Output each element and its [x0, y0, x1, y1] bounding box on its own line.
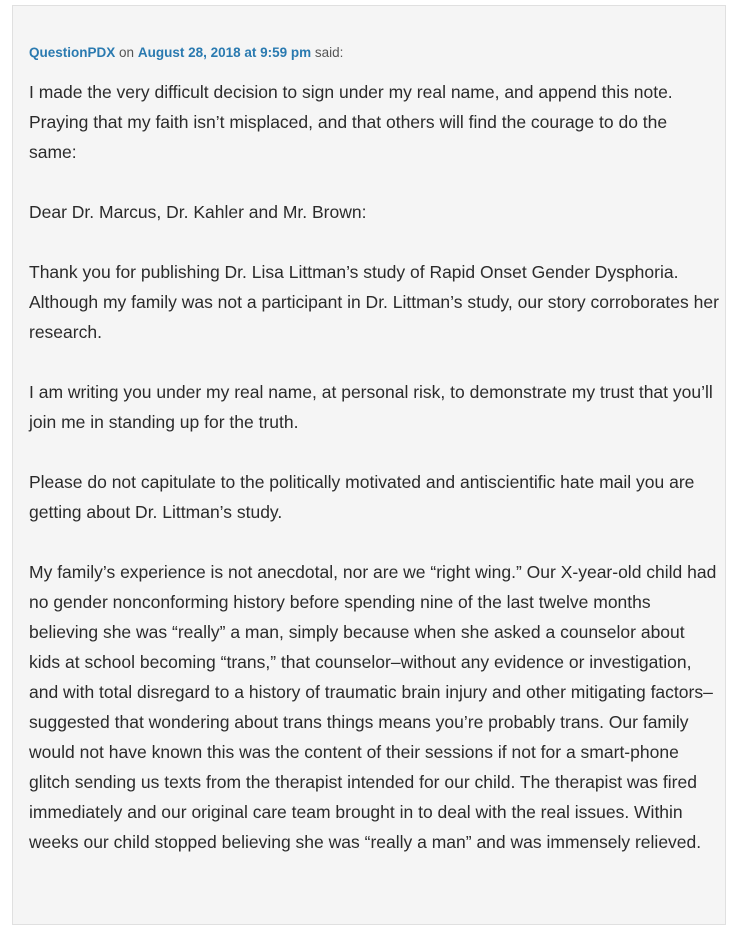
comment-author-link[interactable]: QuestionPDX	[29, 45, 116, 60]
comment-said-label: said:	[314, 45, 344, 60]
comment-on-label: on	[119, 45, 135, 60]
comment-paragraph: Please do not capitulate to the politically motivated and antiscientific hate mail you are getting about Dr. Littman’s study.	[29, 472, 695, 522]
comment-date-link[interactable]: August 28, 2018 at 9:59 pm	[137, 45, 312, 60]
comment-paragraph: Thank you for publishing Dr. Lisa Littman’s study of Rapid Onset Gender Dysphoria. Although my family was not a participant in Dr. Littman’s study, our story corroborates her research.	[29, 262, 719, 342]
comment-meta	[29, 45, 343, 60]
comment-paragraph: Dear Dr. Marcus, Dr. Kahler and Mr. Brown:	[29, 202, 367, 222]
comment-paragraph: I made the very difficult decision to sign under my real name, and append this note. Praying that my faith isn’t misplaced, and that others will find the courage to do the same:	[29, 82, 673, 162]
comment-paragraph: My family’s experience is not anecdotal, nor are we “right wing.” Our X-year-old child had no gender nonconforming history before spending nine of the last twelve months believing she was “really” a man, simply because when she asked a counselor about kids at school becoming “trans,” that counselor–without any evidence or investigation, and with total disregard to a history of traumatic brain injury and other mitigating factors–suggested that wondering about trans things means you’re probably trans. Our family would not have known this was the content of their sessions if not for a smart-phone glitch sending us texts from the therapist intended for our child. The therapist was fired immediately and our original care team brought in to deal with the real issues. Within weeks our child stopped believing she was “really a man” and was immensely relieved.	[29, 562, 717, 852]
comment-container	[12, 5, 726, 925]
comment-body	[29, 77, 719, 887]
comment-paragraph: I am writing you under my real name, at personal risk, to demonstrate my trust that you’ll join me in standing up for the truth.	[29, 382, 713, 432]
